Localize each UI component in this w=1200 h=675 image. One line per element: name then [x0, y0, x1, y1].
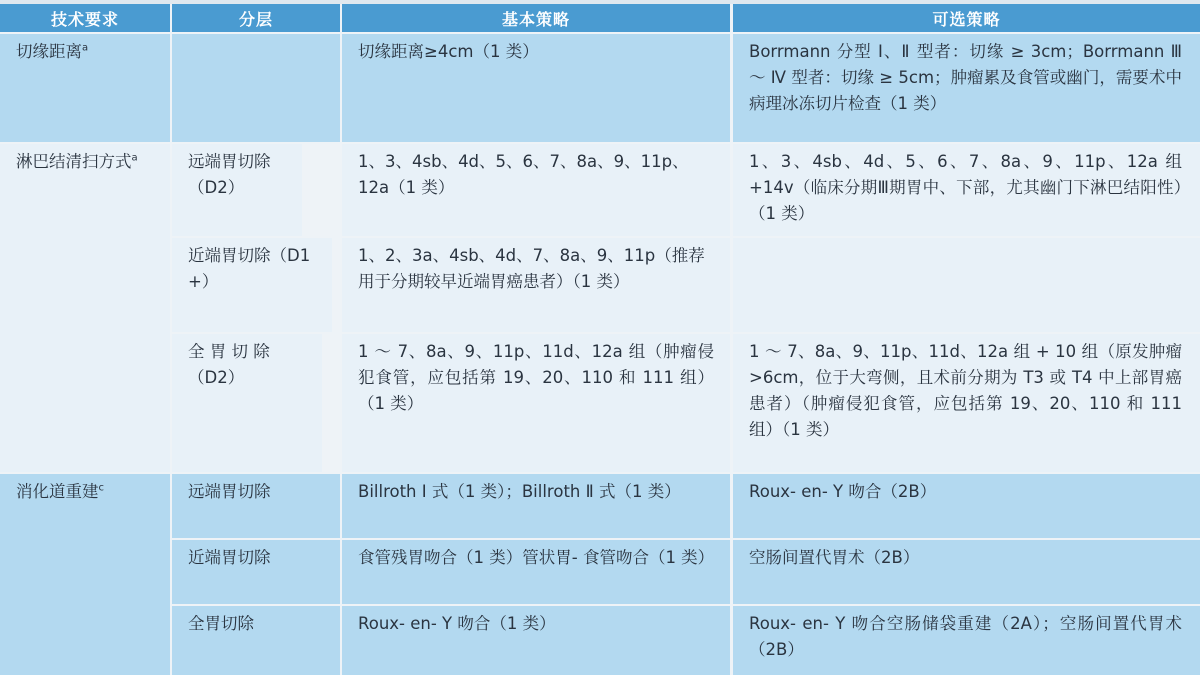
- basic-margin-cell: 切缘距离≥4cm（1 类）: [342, 34, 730, 142]
- basic-recon-distal: Billroth Ⅰ 式（1 类）；Billroth Ⅱ 式（1 类）: [342, 474, 730, 538]
- req-lymph-cell: [0, 144, 170, 472]
- layer-margin-cell: [172, 34, 340, 142]
- layer-recon-proximal: 近端胃切除: [172, 540, 340, 604]
- req-margin-cell: [0, 34, 170, 142]
- header-layer: 分层: [172, 4, 340, 32]
- basic-lymph-distal: 1、3、4sb、4d、5、6、7、8a、9、11p、12a（1 类）: [342, 144, 730, 236]
- basic-recon-total: Roux- en- Y 吻合（1 类）: [342, 606, 730, 675]
- footnote-marker: a: [131, 152, 138, 164]
- optional-recon-total: Roux- en- Y 吻合空肠储袋重建（2A）；空肠间置代胃术（2B）: [733, 606, 1200, 675]
- basic-lymph-proximal: 1、2、3a、4sb、4d、7、8a、9、11p（推荐用于分期较早近端胃癌患者）（1 类）: [342, 238, 730, 332]
- layer-lymph-total: 全 胃 切 除（D2）: [172, 334, 322, 472]
- footnote-marker: a: [82, 42, 89, 54]
- optional-lymph-proximal: [733, 238, 1200, 332]
- optional-lymph-total: 1 ～ 7、8a、9、11p、11d、12a 组 + 10 组（原发肿瘤 >6cm，位于大弯侧，且术前分期为 T3 或 T4 中上部胃癌患者）（肿瘤侵犯食管，应包括第 19、20、110 和 111 组）（1 类）: [733, 334, 1200, 472]
- layer-recon-distal: 远端胃切除: [172, 474, 340, 538]
- basic-recon-proximal: 食管残胃吻合（1 类）管状胃- 食管吻合（1 类）: [342, 540, 730, 604]
- basic-lymph-total: 1 ～ 7、8a、9、11p、11d、12a 组（肿瘤侵犯食管，应包括第 19、20、110 和 111 组）（1 类）: [342, 334, 730, 472]
- footnote-marker: c: [98, 482, 104, 494]
- req-margin-label: 切缘距离: [16, 42, 82, 61]
- header-requirement: 技术要求: [0, 4, 170, 32]
- optional-margin-cell: Borrmann 分型 Ⅰ、Ⅱ 型者：切缘 ≥ 3cm；Borrmann Ⅲ ～ Ⅳ 型者：切缘 ≥ 5cm；肿瘤累及食管或幽门，需要术中病理冰冻切片检查（1 类）: [733, 34, 1200, 142]
- req-recon-label: 消化道重建: [16, 482, 99, 501]
- req-lymph-label: 淋巴结清扫方式: [16, 152, 132, 171]
- header-basic-strategy: 基本策略: [342, 4, 730, 32]
- optional-recon-proximal: 空肠间置代胃术（2B）: [733, 540, 1200, 604]
- optional-lymph-distal: 1、3、4sb、4d、5、6、7、8a、9、11p、12a 组 +14v（临床分期Ⅲ期胃中、下部，尤其幽门下淋巴结阳性）（1 类）: [733, 144, 1200, 236]
- req-recon-cell: [0, 474, 170, 675]
- layer-lymph-distal: 远端胃切除（D2）: [172, 144, 302, 236]
- layer-lymph-proximal: 近端胃切除（D1 +）: [172, 238, 332, 332]
- header-optional-strategy: 可选策略: [733, 4, 1200, 32]
- optional-recon-distal: Roux- en- Y 吻合（2B）: [733, 474, 1200, 538]
- layer-recon-total: 全胃切除: [172, 606, 340, 675]
